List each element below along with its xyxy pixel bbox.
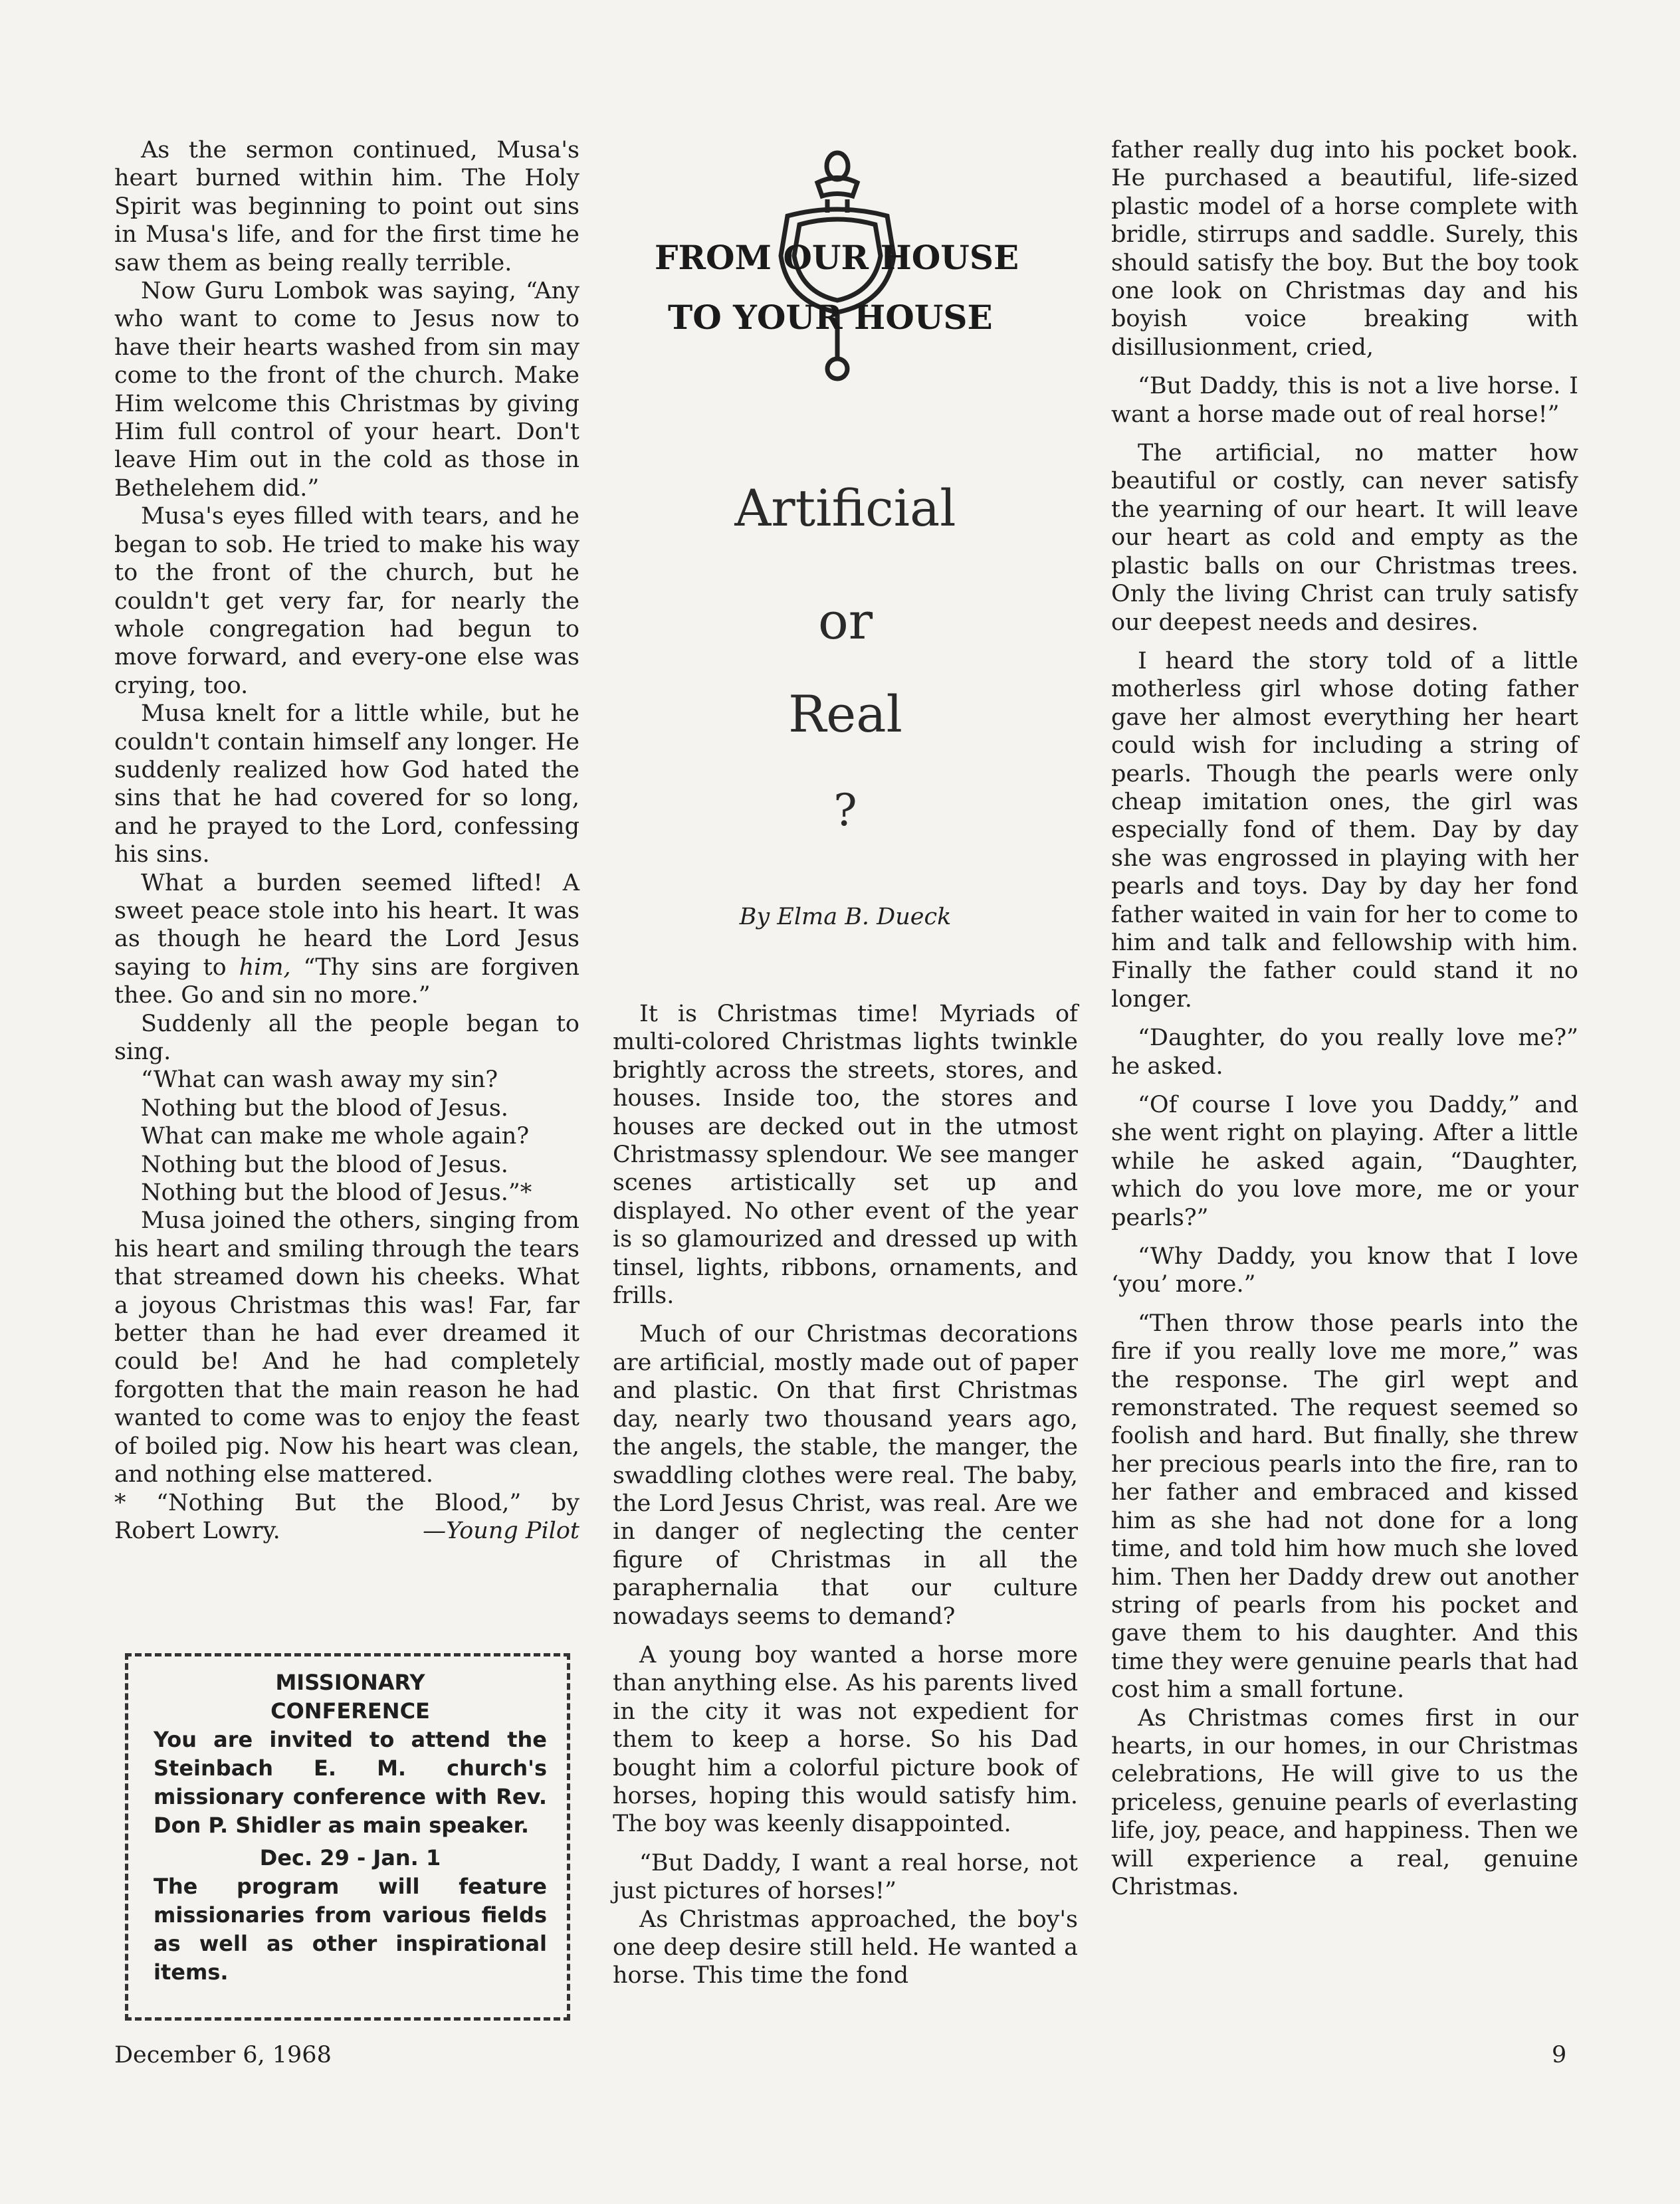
title-line: or	[817, 591, 873, 651]
paragraph: What a burden seemed lifted! A sweet peace stole into his heart. It was as though he heard the Lord Jesus saying to him, “Thy sins are forgiven thee. Go and sin no more.”	[114, 869, 579, 1009]
paragraph: As Christmas comes first in our hearts, in our homes, in our Christmas celebrations, He will give to us the priceless, genuine pearls of everlasting life, joy, peace, and happiness. Then we will experience a real, genuine Christmas.	[1111, 1704, 1578, 1900]
box-text: The program will feature missionaries from various fields as well as other inspirational items.	[154, 1874, 547, 1985]
byline: By Elma B. Dueck	[739, 904, 952, 930]
page-number: 9	[1552, 2042, 1567, 2068]
left-column	[114, 136, 579, 1545]
logo-text-line1: FROM OUR HOUSE	[655, 238, 1019, 277]
paragraph: “But Daddy, I want a real horse, not just pictures of horses!”	[613, 1849, 1078, 1905]
paragraph: I heard the story told of a little motherless girl whose doting father gave her almost everything her heart could wish for including a string of pearls. Though the pearls were only cheap imitation ones, the girl was especially fond of them. Day by day she was engrossed in playing with her pearls and toys. Day by day her fond father waited in vain for her to come to him and talk and fellowship with him. Finally the father could stand it no longer.	[1111, 647, 1578, 1013]
hymn-line: Nothing but the blood of Jesus.”*	[141, 1179, 532, 1207]
paragraph: As Christmas approached, the boy's one deep desire still held. He wanted a horse. This time the fond	[613, 1906, 1078, 1989]
title-line: Artificial	[734, 478, 956, 538]
paragraph: Suddenly all the people began to sing.	[114, 1010, 579, 1065]
box-title: MISSIONARY	[275, 1670, 425, 1695]
paragraph: As the sermon continued, Musa's heart burned within him. The Holy Spirit was beginning to point out sins in Musa's life, and for the first time he saw them as being really terrible.	[114, 137, 579, 276]
box-dates: Dec. 29 - Jan. 1	[259, 1845, 441, 1870]
footnote: * “Nothing But the Blood,” by	[114, 1489, 579, 1516]
paragraph: father really dug into his pocket book. He purchased a beautiful, life-sized plastic model of a horse complete with bridle, stirrups and saddle. Surely, this should satisfy the boy. But the boy took one look on Christmas day and his boyish voice breaking with disillusionment, cried,	[1111, 137, 1578, 361]
paragraph: A young boy wanted a horse more than anything else. As his parents lived in the city it was not expedient for them to keep a horse. So his Dad bought him a colorful picture book of horses, hoping this would satisfy him. The boy was keenly disappointed.	[613, 1641, 1078, 1838]
title-line: Real	[788, 684, 902, 744]
hymn-line: Nothing but the blood of Jesus.	[141, 1151, 508, 1178]
title-question-mark: ?	[833, 785, 857, 836]
box-title: CONFERENCE	[270, 1698, 430, 1724]
paragraph: The artificial, no matter how beautiful or costly, can never satisfy the yearning of our heart. It will leave our heart as cold and empty as the plastic balls on our Christmas trees. Only the living Christ can truly satisfy our deepest needs and desires.	[1111, 440, 1578, 636]
middle-column	[613, 1000, 1078, 1990]
right-column	[1111, 136, 1578, 1901]
footnote-author: Robert Lowry.	[114, 1517, 280, 1544]
paragraph: “Then throw those pearls into the fire if you really love me more,” was the response. The girl wept and remonstrated. The request seemed so foolish and hard. But finally, she threw her precious pearls into the fire, ran to her father and embraced and kissed him as she had not done for a long time, and told him how much she loved him. Then her Daddy drew out another string of pearls from his pocket and gave them to his daughter. And this time they were genuine pearls that had cost him a small fortune.	[1111, 1310, 1578, 1704]
door-knocker-icon	[648, 146, 1040, 392]
paragraph: It is Christmas time! Myriads of multi-colored Christmas lights twinkle brightly across the streets, stores, and houses. Inside too, the stores and houses are decked out in the utmost Christmassy splendour. We see manger scenes artistically set up and displayed. No other event of the year is so glamourized and dressed up with tinsel, lights, ribbons, ornaments, and frills.	[613, 1001, 1078, 1310]
paragraph: Musa knelt for a little while, but he couldn't contain himself any longer. He suddenly realized how God hated the sins that he had covered for so long, and he prayed to the Lord, confessing his sins.	[114, 700, 579, 868]
conference-notice-box	[125, 1653, 570, 2021]
paragraph: Musa joined the others, singing from his heart and smiling through the tears that streamed down his cheeks. What a joyous Christmas this was! Far, far better than he had ever dreamed it could be! And he had completely forgotten that the main reason he had wanted to come was to enjoy the feast of boiled pig. Now his heart was clean, and nothing else mattered.	[114, 1207, 579, 1488]
hymn-line: What can make me whole again?	[141, 1123, 530, 1150]
attribution	[114, 1517, 579, 1545]
hymn-line: Nothing but the blood of Jesus.	[141, 1094, 508, 1122]
logo-text-line2: TO YOUR HOUSE	[668, 298, 993, 337]
hymn-line: “What can wash away my sin?	[141, 1066, 498, 1094]
paragraph: Now Guru Lombok was saying, “Any who want to come to Jesus now to have their hearts washed from sin may come to the front of the church. Make Him welcome this Christmas by giving Him full control of your heart. Don't leave Him out in the cold as those in Bethelehem did.”	[114, 278, 579, 502]
paragraph: “But Daddy, this is not a live horse. I want a horse made out of real horse!”	[1111, 373, 1578, 428]
paragraph: “Daughter, do you really love me?” he asked.	[1111, 1025, 1578, 1080]
issue-date: December 6, 1968	[114, 2042, 332, 2068]
source-credit: —Young Pilot	[423, 1517, 579, 1544]
paragraph: Much of our Christmas decorations are artificial, mostly made out of paper and plastic. On that first Christmas day, nearly two thousand years ago, the angels, the stable, the manger, the swaddling clothes were real. The baby, the Lord Jesus Christ, was real. Are we in danger of neglecting the center figure of Christmas in all the paraphernalia that our culture nowadays seems to demand?	[613, 1321, 1078, 1630]
paragraph: “Why Daddy, you know that I love ‘you’ more.”	[1111, 1243, 1578, 1298]
paragraph: “Of course I love you Daddy,” and she went right on playing. After a little while he asked again, “Daughter, which do you love more, me or your pearls?”	[1111, 1092, 1578, 1231]
box-text: You are invited to attend the Steinbach E. M. church's missionary conference with Rev. Don P. Shidler as main speaker.	[154, 1727, 547, 1838]
paragraph: Musa's eyes filled with tears, and he began to sob. He tried to make his way to the front of the church, but he couldn't get very far, for nearly the whole congregation had begun to move forward, and every-one else was crying, too.	[114, 503, 579, 699]
hymn-lyrics	[114, 1066, 579, 1207]
header-logo	[648, 146, 1040, 392]
